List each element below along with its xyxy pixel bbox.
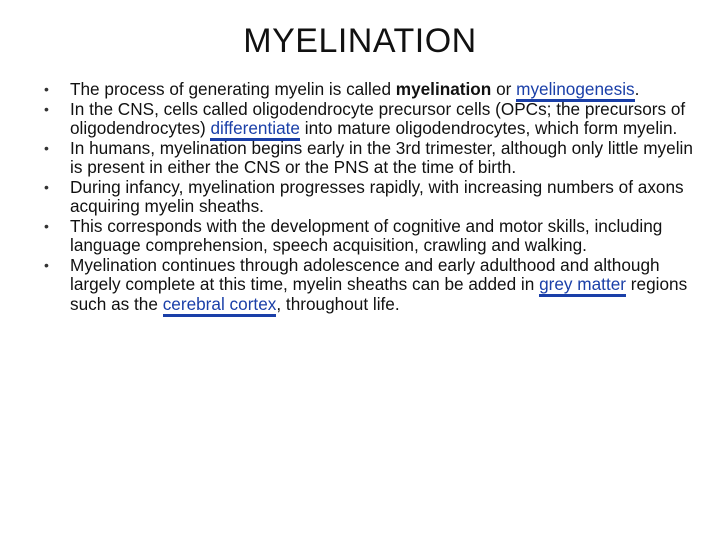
- slide-title: MYELINATION: [243, 22, 477, 60]
- bullet-dot-icon: •: [44, 178, 49, 195]
- bullet-dot-icon: •: [44, 139, 49, 156]
- bullet-item: • During infancy, myelination progresses rapidly, with increasing numbers of axons acquiring myelin sheaths.: [44, 176, 684, 216]
- link-differentiate[interactable]: differentiate: [210, 118, 300, 141]
- link-grey-matter[interactable]: grey matter: [539, 274, 626, 297]
- bullet-dot-icon: •: [44, 100, 49, 117]
- bullet-list: [44, 80, 694, 314]
- link-cerebral-cortex[interactable]: cerebral cortex: [163, 294, 277, 317]
- bullet-item: • In the CNS, cells called oligodendrocyte precursor cells (OPCs; the precursors of oligodendrocytes) differentiate into mature oligodendrocytes, which form myelin.: [44, 100, 694, 139]
- bold-term: myelination: [395, 79, 492, 99]
- bullet-dot-icon: •: [44, 256, 49, 273]
- link-myelinogenesis[interactable]: myelinogenesis: [516, 79, 634, 102]
- bullet-item: • In humans, myelination begins early in the 3rd trimester, although only little myelin is present in either the CNS or the PNS at the time of birth.: [44, 137, 693, 177]
- bullet-item: • The process of generating myelin is called myelination or myelinogenesis.: [44, 80, 694, 100]
- bullet-dot-icon: •: [44, 217, 49, 234]
- bullet-item: • This corresponds with the development of cognitive and motor skills, including language comprehension, speech acquisition, crawling and walking.: [44, 215, 663, 255]
- bullet-dot-icon: •: [44, 81, 49, 97]
- bullet-item: • Myelination continues through adolescence and early adulthood and although largely complete at this time, myelin sheaths can be added in grey matter regions such as the cerebral cortex, throughout life.: [44, 256, 694, 315]
